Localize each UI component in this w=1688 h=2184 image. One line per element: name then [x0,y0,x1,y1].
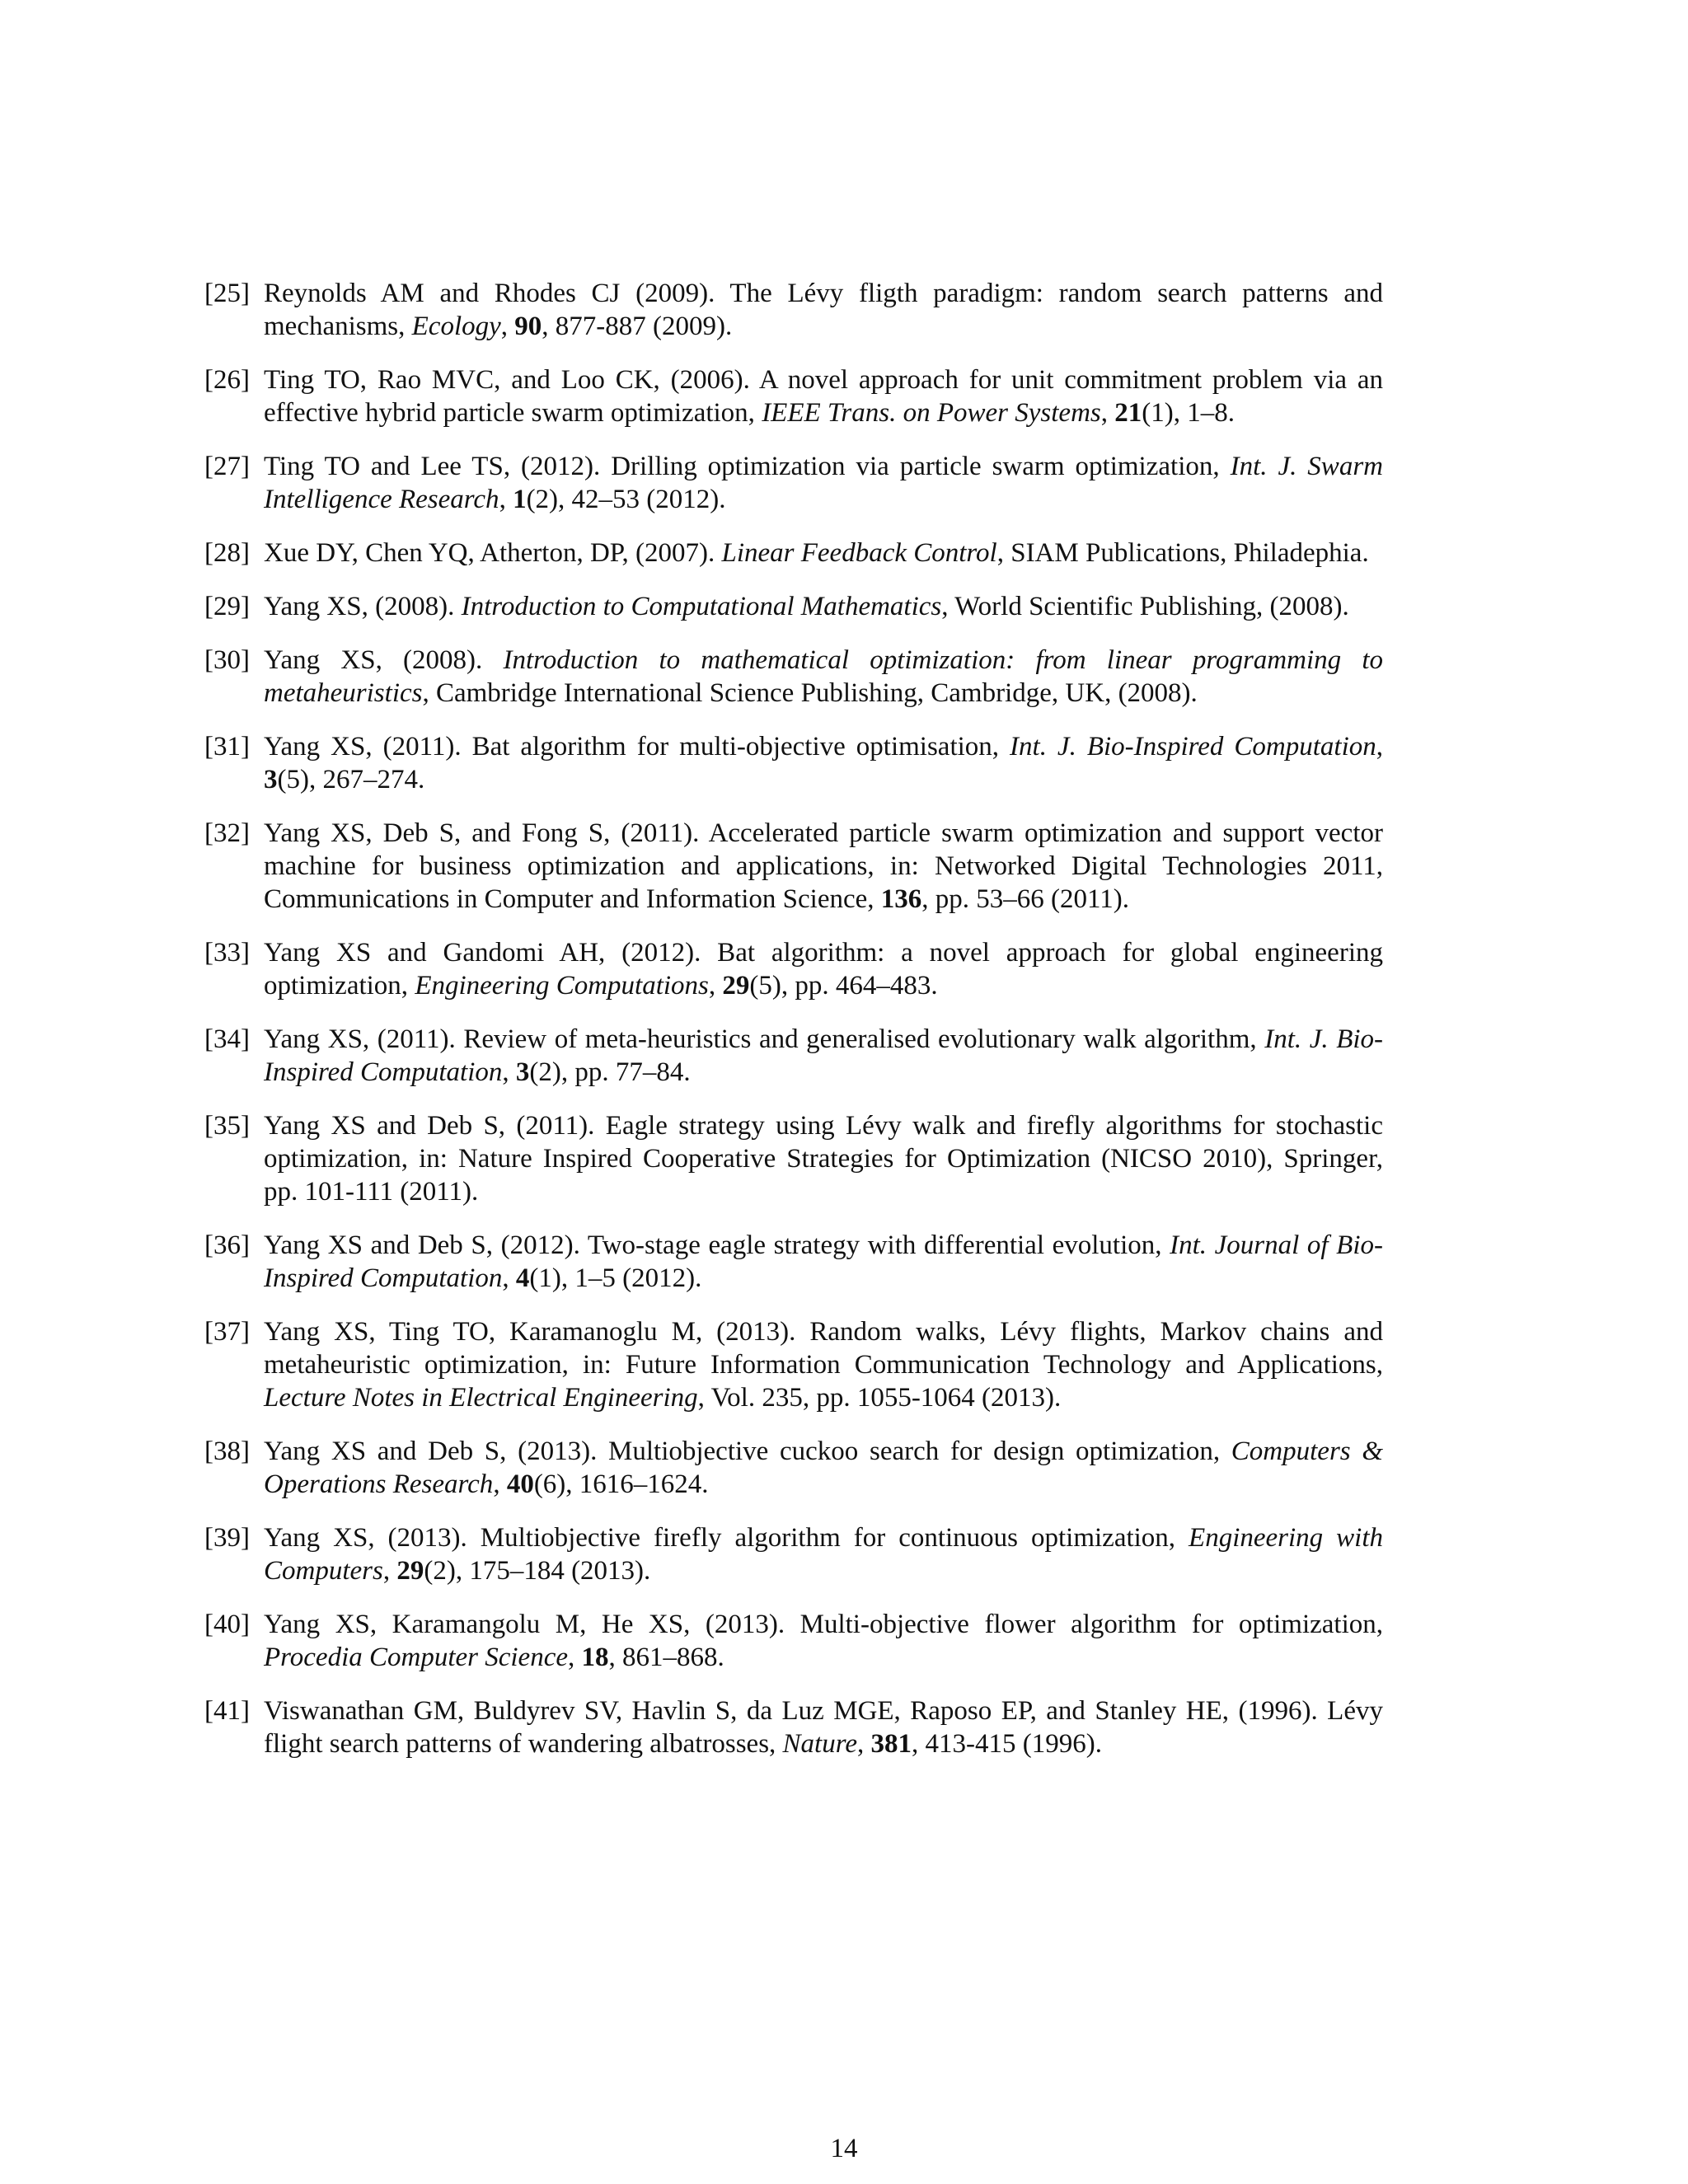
reference-text-segment: (5), pp. 464–483. [749,971,938,1001]
reference-list [204,277,1383,1781]
reference-bold-segment: 40 [506,1469,534,1499]
reference-item [204,537,1383,569]
reference-item [204,1435,1383,1501]
reference-text-segment: , pp. 53–66 (2011). [921,884,1130,914]
reference-text [264,644,1383,710]
reference-bold-segment: 90 [514,312,542,341]
reference-text-segment: (6), 1616–1624. [533,1469,709,1499]
reference-item [204,590,1383,623]
reference-item [204,1608,1383,1674]
reference-item [204,1694,1383,1760]
reference-text [264,277,1383,343]
reference-bold-segment: 21 [1114,398,1142,428]
reference-number: [25] [204,279,250,308]
reference-bold-segment: 3 [515,1057,530,1087]
reference-text-segment: , 861–868. [608,1643,724,1672]
reference-text-segment: , [502,1263,516,1293]
reference-text [264,1521,1383,1587]
reference-text-segment: Yang XS, (2008). [264,645,504,675]
reference-number: [36] [204,1230,250,1260]
reference-item [204,1109,1383,1208]
reference-text-segment: , [493,1469,507,1499]
reference-text-segment: , [708,971,723,1001]
reference-number: [32] [204,818,250,848]
page-number: 14 [830,2134,858,2163]
reference-item [204,1023,1383,1089]
reference-number: [26] [204,365,250,395]
reference-italic-segment: Nature [782,1729,857,1759]
reference-number: [31] [204,732,250,762]
reference-bold-segment: 136 [880,884,922,914]
reference-text-segment: , [502,1057,516,1087]
reference-number: [35] [204,1111,250,1141]
reference-number: [37] [204,1317,250,1347]
reference-text-segment: Ting TO, Rao MVC, and Loo CK, (2006). A novel approach for unit commitment problem via an effective hybrid particle swarm optimization, [264,365,1383,428]
reference-item [204,1521,1383,1587]
reference-italic-segment: Int. J. Bio-Inspired Computation [1010,732,1376,762]
reference-bold-segment: 1 [513,485,527,514]
reference-item [204,363,1383,429]
reference-text [264,936,1383,1002]
reference-text-segment: Yang XS, (2008). [264,592,462,621]
reference-text-segment: Yang XS and Deb S, (2012). Two-stage eagle strategy with differential evolution, [264,1230,1170,1260]
reference-italic-segment: Int. J. Bio-Inspired Computation [264,1024,1384,1087]
reference-text-segment: , [499,485,513,514]
reference-bold-segment: 381 [870,1729,912,1759]
reference-text-segment: Reynolds AM and Rhodes CJ (2009). The Lévy fligth paradigm: random search patterns and mechanisms, [264,279,1383,341]
reference-number: [39] [204,1523,250,1553]
reference-italic-segment: Linear Feedback Control [721,538,997,568]
reference-italic-segment: Lecture Notes in Electrical Engineering [264,1383,698,1413]
reference-text-segment: Yang XS and Deb S, (2011). Eagle strategy using Lévy walk and firefly algorithms for stochastic optimization, in: Nature Inspired Cooperative Strategies for Optimization (NICSO 2010), Springer, pp. 101-111 (2011). [264,1111,1383,1207]
reference-text-segment: Yang XS and Deb S, (2013). Multiobjective cuckoo search for design optimization, [264,1436,1231,1466]
reference-number: [27] [204,452,250,481]
reference-text-segment: , Cambridge International Science Publishing, Cambridge, UK, (2008). [422,678,1198,708]
reference-text [264,1694,1383,1760]
reference-text-segment: (5), 267–274. [277,765,425,794]
reference-bold-segment: 4 [515,1263,530,1293]
reference-bold-segment: 3 [264,765,278,794]
reference-text [264,450,1383,516]
reference-text-segment: (2), pp. 77–84. [529,1057,691,1087]
reference-number: [33] [204,938,250,968]
reference-text-segment: , 877-887 (2009). [542,312,733,341]
reference-italic-segment: Computers & Operations Research [264,1436,1383,1499]
reference-text-segment: Yang XS, Deb S, and Fong S, (2011). Accelerated particle swarm optimization and support vector machine for business optimization and applications, in: Networked Digital Technologies 2011, Communications in Computer and Information Science, [264,818,1383,914]
reference-text [264,1023,1383,1089]
reference-item [204,450,1383,516]
reference-text-segment: (2), 175–184 (2013). [424,1556,651,1586]
reference-number: [34] [204,1024,250,1054]
reference-item [204,817,1383,916]
reference-text [264,363,1383,429]
reference-text-segment: (1), 1–8. [1142,398,1235,428]
reference-text-segment: , [857,1729,871,1759]
reference-text-segment: Xue DY, Chen YQ, Atherton, DP, (2007). [264,538,722,568]
reference-text-segment: Yang XS, (2011). Review of meta-heuristics and generalised evolutionary walk algorithm, [264,1024,1265,1054]
reference-number: [40] [204,1610,250,1639]
reference-italic-segment: Int. Journal of Bio-Inspired Computation [264,1230,1383,1293]
reference-text [264,1608,1383,1674]
reference-number: [29] [204,592,250,621]
reference-number: [30] [204,645,250,675]
reference-text-segment: , [382,1556,397,1586]
reference-text [264,1229,1383,1295]
reference-number: [41] [204,1696,250,1726]
reference-bold-segment: 18 [581,1643,609,1672]
reference-text [264,590,1383,623]
reference-text-segment: , [1100,398,1115,428]
reference-item [204,936,1383,1002]
reference-italic-segment: Introduction to Computational Mathematics [461,592,942,621]
reference-text [264,730,1383,796]
reference-item [204,1229,1383,1295]
reference-italic-segment: Engineering Computations [415,971,709,1001]
reference-bold-segment: 29 [722,971,750,1001]
reference-text-segment: Viswanathan GM, Buldyrev SV, Havlin S, da Luz MGE, Raposo EP, and Stanley HE, (1996). Lévy flight search patterns of wandering albatrosses, [264,1696,1383,1759]
reference-text [264,1315,1383,1414]
reference-text [264,1109,1383,1208]
reference-text-segment: Yang XS, Karamangolu M, He XS, (2013). Multi-objective flower algorithm for optimization, [264,1610,1383,1639]
reference-italic-segment: Engineering with Computers [264,1523,1383,1586]
reference-item [204,1315,1383,1414]
reference-number: [38] [204,1436,250,1466]
reference-text [264,817,1383,916]
reference-text-segment: Yang XS, (2013). Multiobjective firefly algorithm for continuous optimization, [264,1523,1189,1553]
reference-text-segment: , 413-415 (1996). [912,1729,1102,1759]
reference-text [264,1435,1383,1501]
reference-text-segment: Ting TO and Lee TS, (2012). Drilling optimization via particle swarm optimization, [264,452,1231,481]
reference-item [204,730,1383,796]
reference-text-segment: Yang XS and Gandomi AH, (2012). Bat algorithm: a novel approach for global engineering optimization, [264,938,1383,1001]
reference-italic-segment: Ecology [411,312,501,341]
reference-italic-segment: Procedia Computer Science [264,1643,568,1672]
reference-text-segment: (1), 1–5 (2012). [529,1263,702,1293]
reference-text [264,537,1383,569]
reference-item [204,277,1383,343]
reference-text-segment: , SIAM Publications, Philadephia. [996,538,1369,568]
reference-text-segment: Yang XS, Ting TO, Karamanoglu M, (2013). Random walks, Lévy flights, Markov chains and metaheuristic optimization, in: Future Information Communication Technology and Applications, [264,1317,1383,1380]
reference-number: [28] [204,538,250,568]
reference-italic-segment: Introduction to mathematical optimization: from linear programming to metaheuristics [264,645,1383,708]
reference-italic-segment: IEEE Trans. on Power Systems [762,398,1101,428]
reference-text-segment: , Vol. 235, pp. 1055-1064 (2013). [697,1383,1062,1413]
reference-text-segment: (2), 42–53 (2012). [526,485,726,514]
reference-text-segment: , World Scientific Publishing, (2008). [941,592,1349,621]
reference-text-segment: , [1376,732,1383,762]
reference-text-segment: Yang XS, (2011). Bat algorithm for multi-objective optimisation, [264,732,1010,762]
reference-italic-segment: Int. J. Swarm Intelligence Research [264,452,1383,514]
reference-item [204,644,1383,710]
reference-bold-segment: 29 [396,1556,424,1586]
reference-text-segment: , [568,1643,582,1672]
reference-text-segment: , [500,312,515,341]
